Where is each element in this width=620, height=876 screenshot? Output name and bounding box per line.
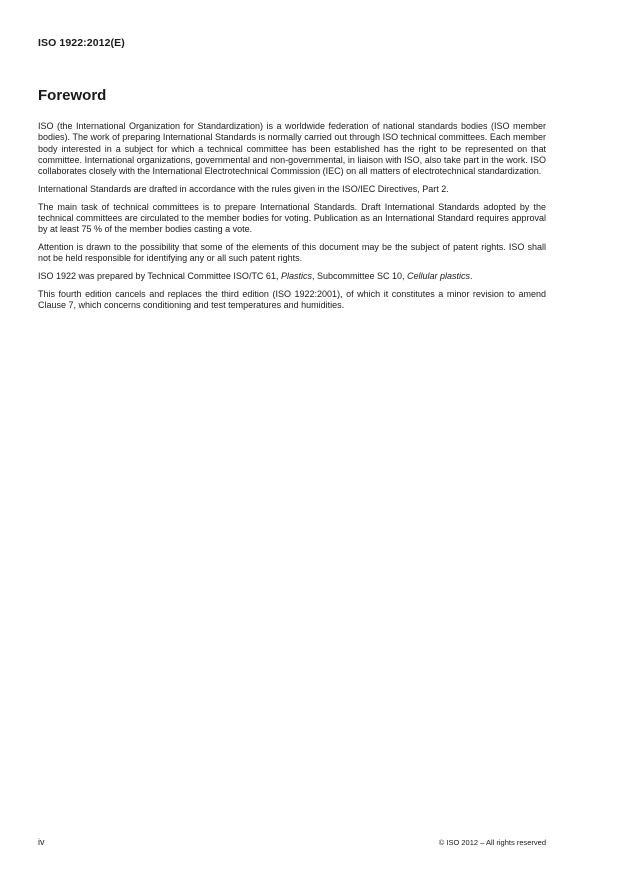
committee-name-plastics: Plastics <box>280 271 312 282</box>
paragraph-directives: International Standards are drafted in accordance with the rules given in the ISO/IEC Directives, Part 2. <box>38 183 449 194</box>
section-title: Foreword <box>38 87 107 104</box>
page-number: iv <box>38 837 45 847</box>
subcommittee-name-cellular-plastics: Cellular plastics <box>407 271 471 282</box>
paragraph-prepared-by <box>38 271 546 282</box>
foreword-body <box>38 121 546 318</box>
copyright-notice: © ISO 2012 – All rights reserved <box>438 838 546 847</box>
paragraph-main-task: The main task of technical committees is to prepare International Standards. Draft International Standards adopted by the technical committees are circulated to the member bodies for voting. Publication as an International Standard requires approval by at least 75 % of the member bodies casting a vote. <box>38 201 546 235</box>
prepared-by-text-2: , Subcommittee SC 10, <box>311 271 408 282</box>
document-header: ISO 1922:2012(E) <box>38 37 125 49</box>
prepared-by-text-1: ISO 1922 was prepared by Technical Committee ISO/TC 61, <box>38 271 281 282</box>
paragraph-edition-info: This fourth edition cancels and replaces the third edition (ISO 1922:2001), of which it constitutes a minor revision to amend Clause 7, which concerns conditioning and test temperatures and humidities. <box>38 289 546 311</box>
paragraph-iso-intro: ISO (the International Organization for Standardization) is a worldwide federation of national standards bodies (ISO member bodies). The work of preparing International Standards is normally carried out through ISO technical committees. Each member body interested in a subject for which a technical committee has been established has the right to be represented on that committee. International organizations, governmental and non-governmental, in liaison with ISO, also take part in the work. ISO collaborates closely with the International Electrotechnical Commission (IEC) on all matters of electrotechnical standardization. <box>38 121 546 177</box>
prepared-by-text-3: . <box>470 271 473 282</box>
paragraph-patent-rights: Attention is drawn to the possibility that some of the elements of this document may be the subject of patent rights. ISO shall not be held responsible for identifying any or all such patent rights. <box>38 242 546 264</box>
